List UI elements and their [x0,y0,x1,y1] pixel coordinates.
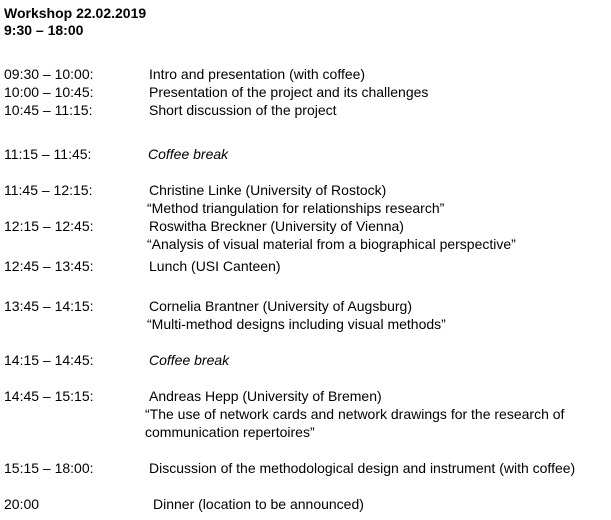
session-title: Discussion of the methodological design and instrument (with coffee) [149,460,576,476]
session-time: 11:15 – 11:45: [4,146,92,162]
coffee-break-label: Coffee break [149,352,230,368]
coffee-break-label: Coffee break [148,146,229,162]
speaker-name: Christine Linke (University of Rostock) [149,182,387,198]
talk-title: “Analysis of visual material from a biographical perspective” [147,236,516,252]
session-time: 11:45 – 12:15: [4,182,93,198]
session-time: 14:45 – 15:15: [4,388,94,404]
talk-title-continued: communication repertoires” [145,424,315,440]
workshop-title: Workshop 22.02.2019 [4,5,147,21]
session-time: 14:15 – 14:45: [4,352,94,368]
session-time: 15:15 – 18:00: [4,460,94,476]
session-title: Presentation of the project and its challenges [149,84,429,100]
session-time: 10:00 – 10:45: [4,84,94,100]
session-time: 20:00 [4,496,40,512]
workshop-hours: 9:30 – 18:00 [4,22,84,38]
session-title: Dinner (location to be announced) [153,496,364,512]
session-time: 09:30 – 10:00: [4,66,94,82]
session-title: Intro and presentation (with coffee) [149,66,366,82]
session-time: 12:45 – 13:45: [4,258,94,274]
talk-title: “The use of network cards and network drawings for the research of [145,406,565,422]
speaker-name: Andreas Hepp (University of Bremen) [149,388,382,404]
speaker-name: Cornelia Brantner (University of Augsburg) [149,298,413,314]
session-title: Short discussion of the project [149,102,337,118]
session-title: Lunch (USI Canteen) [149,258,281,274]
session-time: 13:45 – 14:15: [4,298,94,314]
speaker-name: Roswitha Breckner (University of Vienna) [149,218,404,234]
talk-title: “Multi-method designs including visual methods” [147,316,446,332]
session-time: 10:45 – 11:15: [4,102,93,118]
session-time: 12:15 – 12:45: [4,218,94,234]
talk-title: “Method triangulation for relationships research” [147,200,445,216]
